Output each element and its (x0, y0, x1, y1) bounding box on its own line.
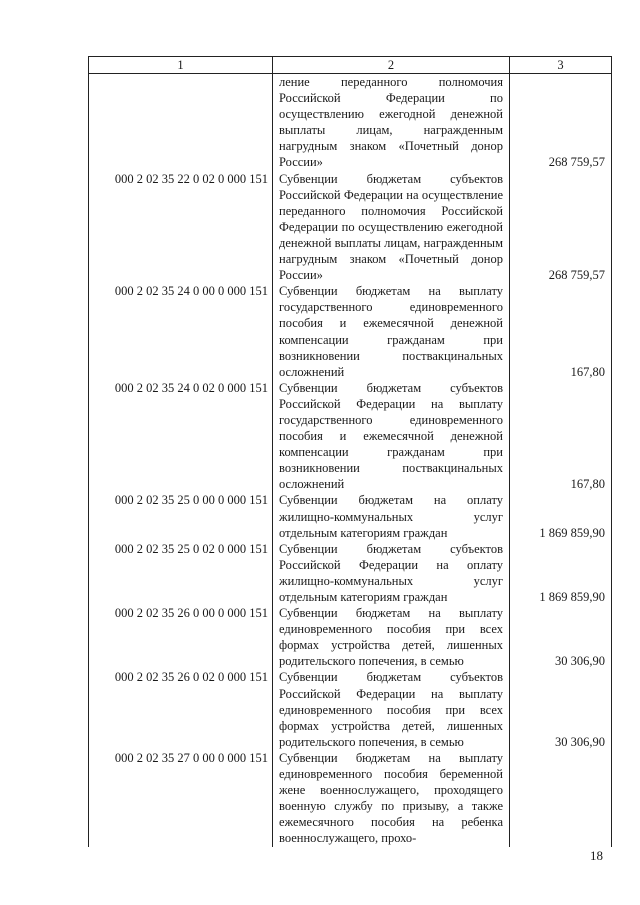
row-sum: 268 759,57 (510, 171, 612, 284)
table-row (89, 171, 612, 284)
row-sum: 167,80 (510, 283, 612, 380)
row-sum: 167,80 (510, 380, 612, 493)
row-sum: 268 759,57 (510, 74, 612, 171)
table-row (89, 74, 612, 171)
row-name: Субвенции бюджетам на выплату единовременного пособия беременной жене военнослужащего, проходящего военную службу по призыву, а также ежемесячного пособия на ребенка военнослужащего, прохо- (273, 750, 510, 847)
row-sum (510, 750, 612, 847)
row-name: Субвенции бюджетам на выплату государственного единовременного пособия и ежемесячной денежной компенсации гражданам при возникновении поствакцинальных осложнений (273, 283, 510, 380)
row-code: 000 2 02 35 22 0 02 0 000 151 (89, 171, 273, 284)
table-row (89, 283, 612, 380)
row-code: 000 2 02 35 26 0 02 0 000 151 (89, 669, 273, 749)
table-row (89, 492, 612, 540)
row-code (89, 74, 273, 171)
row-name: Субвенции бюджетам субъектов Российской Федерации на осуществление переданного полномочия Российской Федерации по осуществлению ежегодной денежной выплаты лицам, награжденным нагрудным знаком «Почетный донор России» (273, 171, 510, 284)
row-sum: 30 306,90 (510, 605, 612, 669)
row-code: 000 2 02 35 24 0 00 0 000 151 (89, 283, 273, 380)
budget-table (88, 56, 612, 847)
column-header-3: 3 (510, 57, 612, 74)
column-header-1: 1 (89, 57, 273, 74)
row-code: 000 2 02 35 25 0 00 0 000 151 (89, 492, 273, 540)
page-number: 18 (590, 848, 603, 863)
column-header-2: 2 (273, 57, 510, 74)
row-name: Субвенции бюджетам на оплату жилищно-коммунальных услуг отдельным категориям граждан (273, 492, 510, 540)
row-name: Субвенции бюджетам субъектов Российской Федерации на оплату жилищно-коммунальных услуг отдельным категориям граждан (273, 541, 510, 605)
row-name: Субвенции бюджетам субъектов Российской Федерации на выплату единовременного пособия при всех формах устройства детей, лишенных родительского попечения, в семью (273, 669, 510, 749)
row-name: ление переданного полномочия Российской Федерации по осуществлению ежегодной денежной выплаты лицам, награжденным нагрудным знаком «Почетный донор России» (273, 74, 510, 171)
row-code: 000 2 02 35 25 0 02 0 000 151 (89, 541, 273, 605)
table-row (89, 541, 612, 605)
table-header-row (89, 57, 612, 74)
row-sum: 1 869 859,90 (510, 541, 612, 605)
table-row (89, 380, 612, 493)
row-code: 000 2 02 35 27 0 00 0 000 151 (89, 750, 273, 847)
row-name: Субвенции бюджетам на выплату единовременного пособия при всех формах устройства детей, лишенных родительского попечения, в семью (273, 605, 510, 669)
row-sum: 30 306,90 (510, 669, 612, 749)
table-row (89, 605, 612, 669)
table-row (89, 750, 612, 847)
table-row (89, 669, 612, 749)
row-code: 000 2 02 35 26 0 00 0 000 151 (89, 605, 273, 669)
row-name: Субвенции бюджетам субъектов Российской Федерации на выплату государственного единовременного пособия и ежемесячной денежной компенсации гражданам при возникновении поствакцинальных осложнений (273, 380, 510, 493)
row-sum: 1 869 859,90 (510, 492, 612, 540)
row-code: 000 2 02 35 24 0 02 0 000 151 (89, 380, 273, 493)
